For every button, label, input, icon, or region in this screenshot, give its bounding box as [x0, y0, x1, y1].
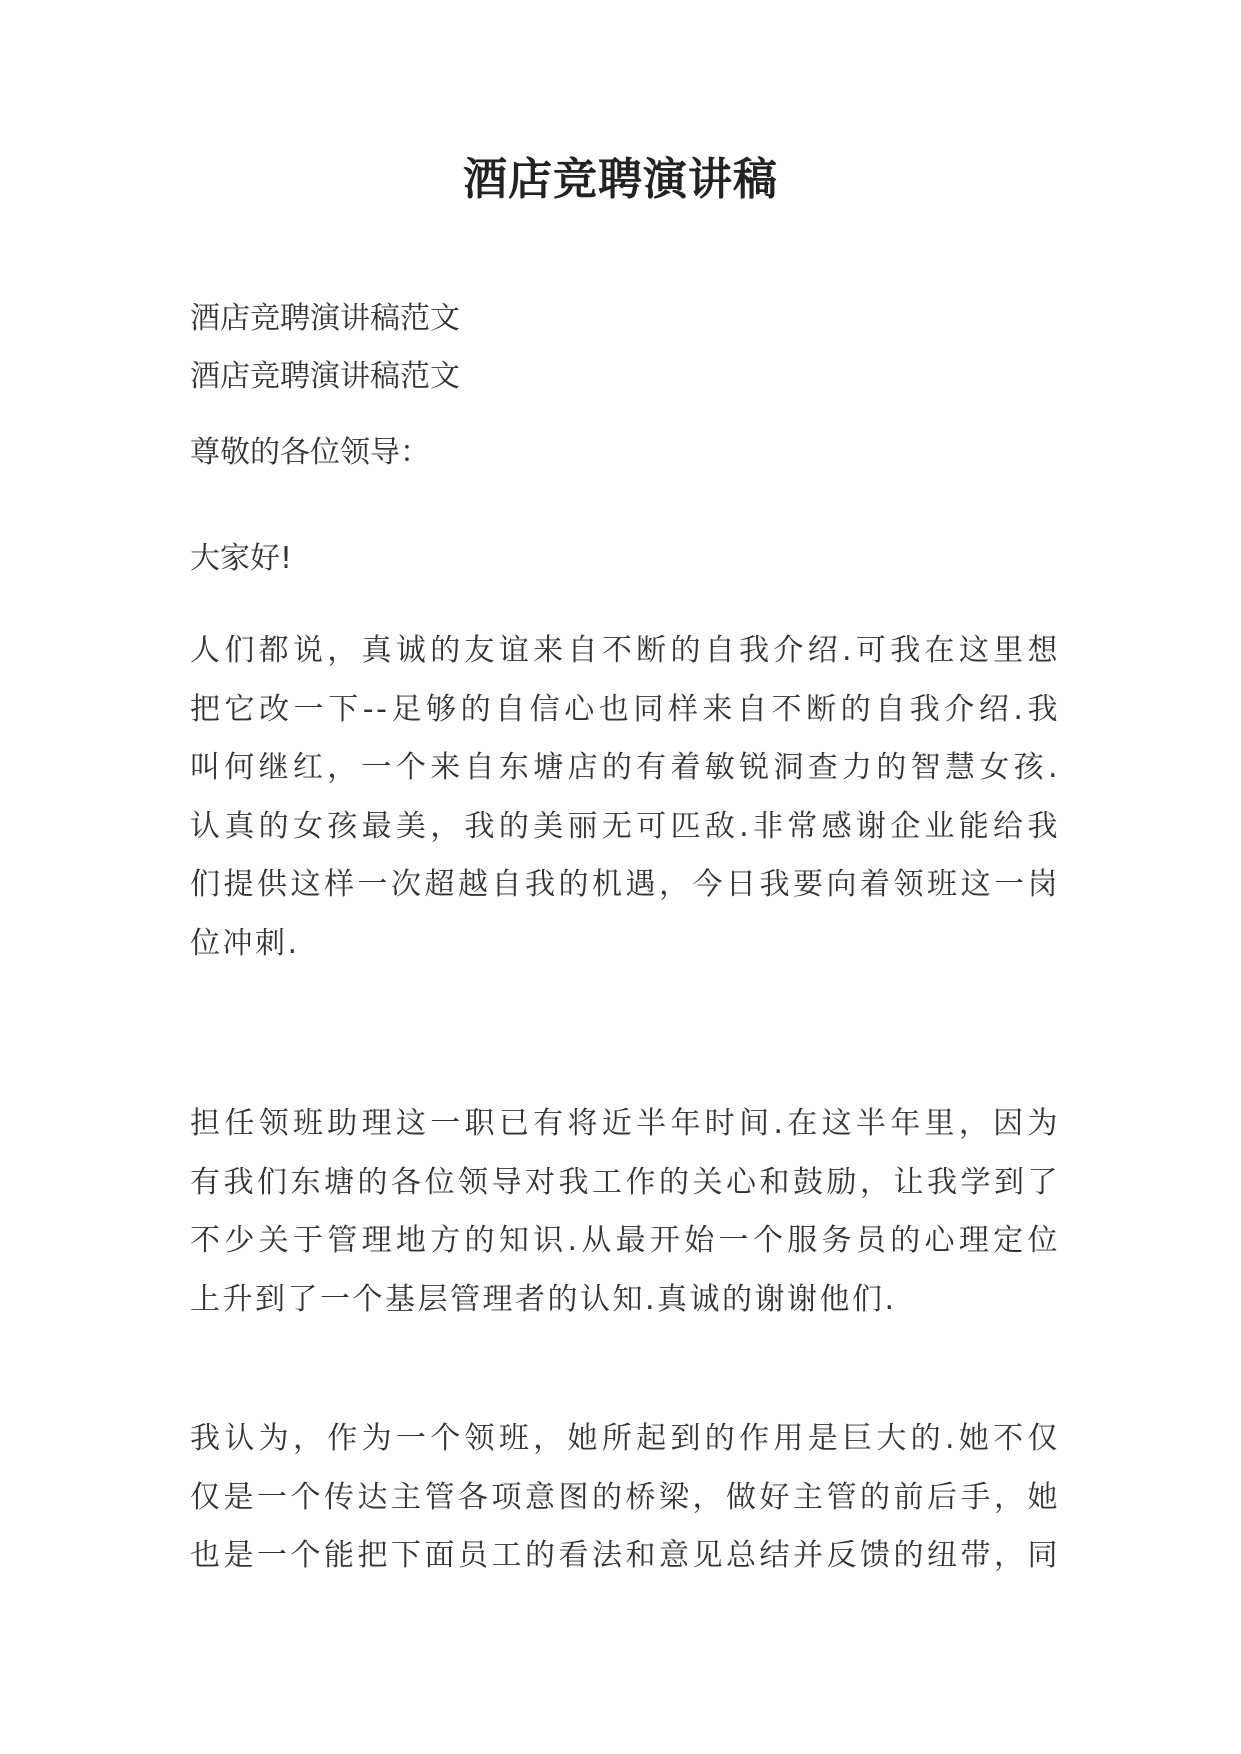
paragraph-line: 们提供这样一次超越自我的机遇，今日我要向着领班这一岗: [190, 867, 1060, 902]
paragraph-line: 认真的女孩最美，我的美丽无可匹敌.非常感谢企业能给我: [190, 808, 1060, 844]
paragraph-line: 不少关于管理地方的知识.从最开始一个服务员的心理定位: [190, 1223, 1060, 1258]
subtitle-line: 酒店竞聘演讲稿范文: [190, 359, 460, 394]
paragraph-line: 我认为，作为一个领班，她所起到的作用是巨大的.她不仅: [190, 1421, 1060, 1456]
paragraph-line: 也是一个能把下面员工的看法和意见总结并反馈的纽带，同: [190, 1538, 1060, 1573]
subtitle-block: [190, 290, 1060, 406]
subtitle-line: 酒店竞聘演讲稿范文: [190, 301, 460, 336]
salutation: 尊敬的各位领导：: [190, 435, 430, 470]
paragraph-line: 位冲刺.: [190, 925, 300, 961]
paragraph-line: 有我们东塘的各位领导对我工作的关心和鼓励，让我学到了: [190, 1164, 1060, 1200]
paragraph-3: [190, 1410, 1060, 1586]
document-title: 酒店竞聘演讲稿: [463, 154, 778, 205]
greeting: 大家好!: [190, 541, 293, 576]
paragraph-2: [190, 1095, 1060, 1329]
paragraph-line: 担任领班助理这一职已有将近半年时间.在这半年里，因为: [190, 1106, 1060, 1141]
paragraph-line: 叫何继红，一个来自东塘店的有着敏锐洞查力的智慧女孩.: [190, 750, 1060, 785]
paragraph-line: 上升到了一个基层管理者的认知.真诚的谢谢他们.: [190, 1281, 897, 1317]
paragraph-line: 仅是一个传达主管各项意图的桥梁，做好主管的前后手，她: [190, 1479, 1060, 1515]
paragraph-line: 人们都说，真诚的友谊来自不断的自我介绍.可我在这里想: [190, 633, 1060, 668]
paragraph-1: [190, 622, 1060, 973]
paragraph-line: 把它改一下--足够的自信心也同样来自不断的自我介绍.我: [190, 691, 1060, 727]
